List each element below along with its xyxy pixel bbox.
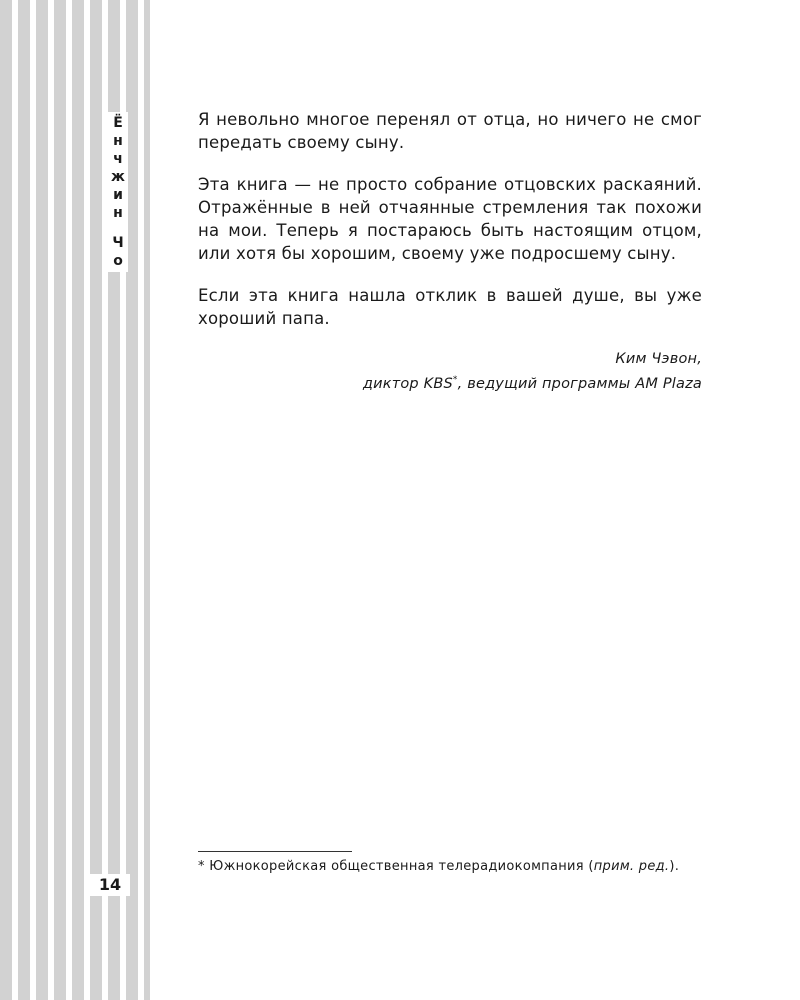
- footnote-text-end: ).: [669, 859, 680, 874]
- body-paragraph: Эта книга — не просто собрание отцовских раскаяний. Отражённые в ней отчаянные стремления так похожи на мои. Теперь я постараюсь быть настоящим отцом, или хотя бы хорошим, своему уже подросшему сыну.: [198, 175, 702, 263]
- footnote-reference: *: [452, 375, 458, 385]
- footnote-text: Южнокорейская общественная телерадиокомпания (: [204, 859, 594, 874]
- signature-title: [198, 370, 702, 395]
- main-text: [198, 108, 702, 395]
- footnote-marker: *: [198, 859, 205, 874]
- page-number: 14: [90, 874, 130, 896]
- running-header-author: [108, 112, 128, 272]
- signature-title-start: диктор KBS: [362, 375, 453, 392]
- author-letter: Ч: [112, 235, 124, 251]
- author-letter: ж: [111, 169, 125, 185]
- body-paragraph: Если эта книга нашла отклик в вашей душе, вы уже хороший папа.: [198, 286, 702, 328]
- author-word-gap: [108, 222, 128, 234]
- signature: [198, 349, 702, 395]
- author-letter: ч: [113, 151, 123, 167]
- footnote-divider: [198, 851, 352, 852]
- author-letter: н: [113, 133, 123, 149]
- author-letter: и: [113, 187, 123, 203]
- signature-name: Ким Чэвон,: [615, 351, 702, 367]
- signature-title-end: , ведущий программы AM Plaza: [457, 375, 702, 392]
- footnote: [198, 858, 702, 876]
- author-letter: о: [113, 253, 123, 269]
- body-paragraph: Я невольно многое перенял от отца, но ничего не смог передать своему сыну.: [198, 110, 702, 152]
- author-letter: Ё: [113, 115, 123, 131]
- author-letter: н: [113, 205, 123, 221]
- footnote-editor-note: прим. ред.: [593, 859, 670, 874]
